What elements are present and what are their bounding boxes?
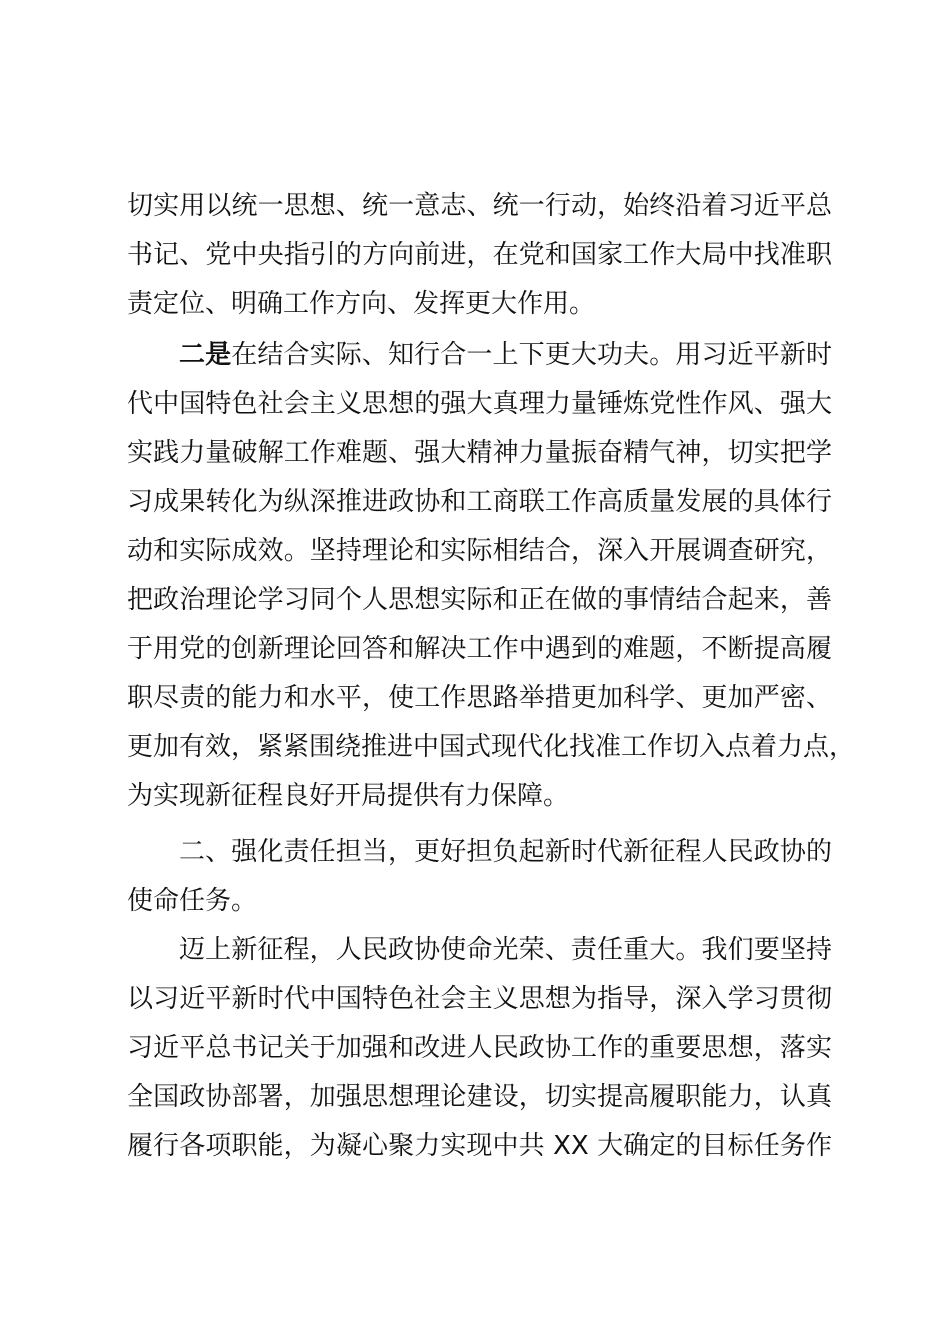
paragraph-line-text: 在结合实际、知行合一上下更大功夫。用习近平新时	[231, 340, 832, 370]
paragraph-line: 习成果转化为纵深推进政协和工商联工作高质量发展的具体行	[127, 487, 832, 517]
paragraph-line: 切实用以统一思想、统一意志、统一行动，始终沿着习近平总	[127, 191, 832, 221]
paragraph-line: 于用党的创新理论回答和解决工作中遇到的难题，不断提高履	[127, 634, 832, 664]
paragraph-line: 履行各项职能，为凝心聚力实现中共 XX 大确定的目标任务作	[127, 1131, 832, 1161]
paragraph-line: 全国政协部署，加强思想理论建设，切实提高履职能力，认真	[127, 1082, 832, 1112]
paragraph-line: 二、强化责任担当，更好担负起新时代新征程人民政协的	[179, 837, 832, 867]
paragraph-2	[127, 331, 856, 821]
paragraph-line: 把政治理论学习同个人思想实际和正在做的事情结合起来，善	[127, 585, 832, 615]
paragraph-lead: 二是	[179, 340, 232, 370]
paragraph-line: 代中国特色社会主义思想的强大真理力量锤炼党性作风、强大	[127, 389, 832, 419]
paragraph-line: 为实现新征程良好开局提供有力保障。	[127, 781, 570, 811]
paragraph-line: 实践力量破解工作难题、强大精神力量振奋精气神，切实把学	[127, 438, 832, 468]
paragraph-line: 迈上新征程，人民政协使命光荣、责任重大。我们要坚持	[179, 935, 832, 965]
paragraph-line: 使命任务。	[127, 886, 258, 916]
section-heading	[127, 828, 832, 926]
paragraph-line	[127, 331, 832, 380]
paragraph-line: 责定位、明确工作方向、发挥更大作用。	[127, 289, 596, 319]
paragraph-1	[127, 182, 832, 329]
paragraph-line: 职尽责的能力和水平，使工作思路举措更加科学、更加严密、	[127, 683, 832, 713]
paragraph-line: 动和实际成效。坚持理论和实际相结合，深入开展调查研究，	[127, 536, 832, 566]
paragraph-line: 书记、党中央指引的方向前进，在党和国家工作大局中找准职	[127, 240, 832, 270]
paragraph-line: 以习近平新时代中国特色社会主义思想为指导，深入学习贯彻	[127, 984, 832, 1014]
paragraph-line: 更加有效，紧紧围绕推进中国式现代化找准工作切入点着力点，	[127, 732, 856, 762]
paragraph-4	[127, 926, 832, 1171]
paragraph-line: 习近平总书记关于加强和改进人民政协工作的重要思想，落实	[127, 1033, 832, 1063]
